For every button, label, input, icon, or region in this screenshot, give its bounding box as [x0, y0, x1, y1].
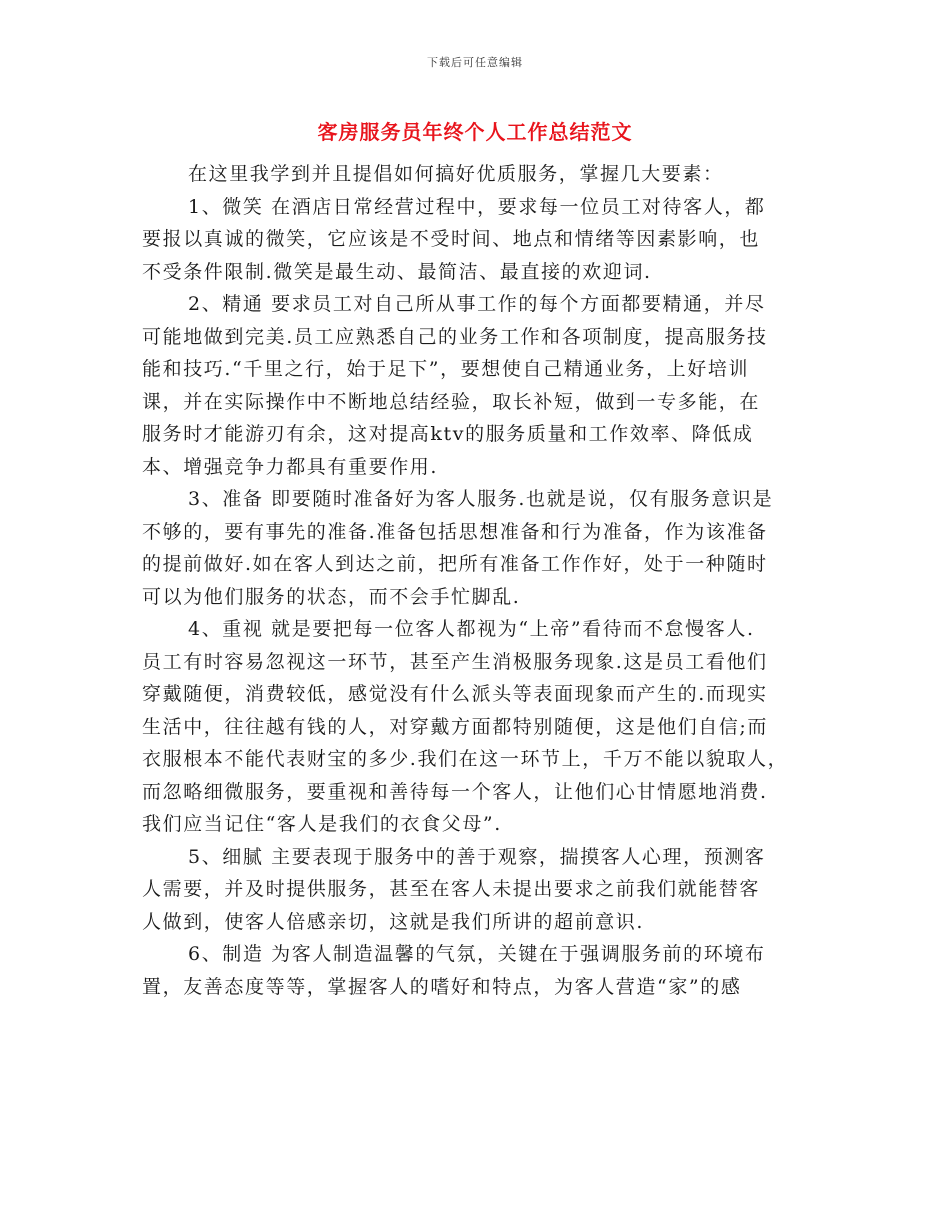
paragraph-line: 穿戴随便，消费较低，感觉没有什么派头等表面现象而产生的.而现实: [142, 683, 768, 705]
document-body: [142, 158, 822, 1003]
paragraph-line: 人需要，并及时提供服务，甚至在客人未提出要求之前我们就能替客: [142, 878, 761, 900]
paragraph-line: 衣服根本不能代表财宝的多少.我们在这一环节上，千万不能以貌取人，: [142, 748, 789, 770]
header-note: 下载后可任意编辑: [427, 56, 523, 69]
paragraph-line: 1、微笑 在酒店日常经营过程中，要求每一位员工对待客人，都: [188, 195, 766, 218]
paragraph-line: 不够的，要有事先的准备.准备包括思想准备和行为准备，作为该准备: [142, 520, 768, 543]
paragraph-line: 我们应当记住“客人是我们的衣食父母”.: [142, 813, 502, 835]
paragraph-line: 生活中，往往越有钱的人，对穿戴方面都特别随便，这是他们自信;而: [142, 715, 769, 738]
paragraph-line: 本、增强竞争力都具有重要作用.: [142, 455, 439, 478]
paragraph-line: 在这里我学到并且提倡如何搞好优质服务，掌握几大要素：: [188, 163, 724, 185]
paragraph-line: 6、制造 为客人制造温馨的气氛，关键在于强调服务前的环境布: [188, 943, 766, 965]
paragraph-line: 不受条件限制.微笑是最生动、最简洁、最直接的欢迎词.: [142, 260, 652, 283]
paragraph-line: 要报以真诚的微笑，它应该是不受时间、地点和情绪等因素影响，也: [142, 228, 761, 250]
paragraph-line: 4、重视 就是要把每一位客人都视为“上帝”看待而不怠慢客人.: [188, 618, 755, 640]
paragraph-line: 能和技巧.“千里之行，始于足下”，要想使自己精通业务，上好培训: [142, 358, 750, 380]
paragraph-line: 员工有时容易忽视这一环节，甚至产生消极服务现象.这是员工看他们: [142, 650, 768, 673]
paragraph-line: 3、准备 即要随时准备好为客人服务.也就是说，仅有服务意识是: [188, 488, 774, 510]
paragraph-line: 服务时才能游刃有余，这对提高ktv的服务质量和工作效率、降低成: [142, 423, 754, 445]
paragraph-line: 置，友善态度等等，掌握客人的嗜好和特点，为客人营造“家”的感: [142, 975, 742, 998]
paragraph-line: 的提前做好.如在客人到达之前，把所有准备工作作好，处于一种随时: [142, 553, 768, 575]
paragraph-line: 2、精通 要求员工对自己所从事工作的每个方面都要精通，并尽: [188, 293, 766, 315]
paragraph-line: 人做到，使客人倍感亲切，这就是我们所讲的超前意识.: [142, 910, 645, 933]
paragraph-line: 5、细腻 主要表现于服务中的善于观察，揣摸客人心理，预测客: [188, 845, 766, 868]
document-title: 客房服务员年终个人工作总结范文: [317, 120, 633, 144]
paragraph-line: 课，并在实际操作中不断地总结经验，取长补短，做到一专多能，在: [142, 390, 761, 413]
paragraph-line: 可能地做到完美.员工应熟悉自己的业务工作和各项制度，提高服务技: [142, 325, 768, 348]
paragraph-line: 可以为他们服务的状态，而不会手忙脚乱.: [142, 585, 521, 608]
paragraph-line: 而忽略细微服务，要重视和善待每一个客人，让他们心甘情愿地消费.: [142, 780, 768, 803]
